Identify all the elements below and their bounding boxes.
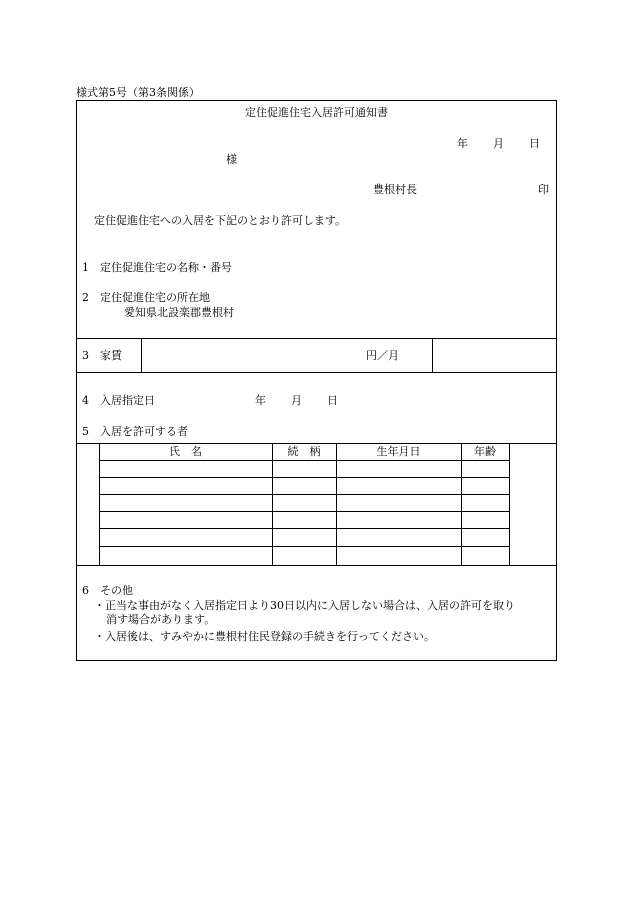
rent-divider-1 (141, 338, 142, 372)
seal-mark: 印 (538, 183, 549, 196)
residents-area-bottom-line (76, 565, 557, 566)
document-title: 定住促進住宅入居許可通知書 (245, 106, 388, 119)
residents-area-top-line (76, 443, 557, 444)
item2-address: 愛知県北設楽郡豊根村 (124, 306, 234, 319)
item3-label: 家賃 (100, 349, 122, 362)
item4-number: 4 (82, 394, 89, 407)
header-relation: 続 柄 (287, 445, 321, 458)
item5-label: 入居を許可する者 (100, 425, 188, 438)
item4-year: 年 (255, 394, 266, 407)
residents-header-bottom-line (99, 460, 509, 461)
residents-row-line (99, 477, 509, 478)
form-frame (76, 100, 557, 661)
residents-right-border (509, 443, 510, 565)
date-month: 月 (493, 137, 504, 150)
item4-day: 日 (327, 394, 338, 407)
note1-line1: ・正当な事由がなく入居指定日より30日以内に入居しない場合は、入居の許可を取り (94, 599, 515, 612)
item4-month: 月 (291, 394, 302, 407)
item4-label: 入居指定日 (100, 394, 155, 407)
note1-line2: 消す場合があります。 (106, 613, 216, 626)
rent-row-bottom-line (76, 372, 557, 373)
date-year: 年 (457, 137, 468, 150)
item1-number: 1 (82, 261, 89, 274)
residents-row-line (99, 528, 509, 529)
residents-row-line (99, 494, 509, 495)
residents-row-line (99, 546, 509, 547)
residents-row-line (99, 511, 509, 512)
rent-row-top-line (76, 338, 557, 339)
rent-divider-2 (432, 338, 433, 372)
addressee-suffix: 様 (226, 153, 237, 166)
item3-number: 3 (82, 349, 89, 362)
item6-label: その他 (100, 584, 133, 597)
item2-number: 2 (82, 291, 89, 304)
note2: ・入居後は、すみやかに豊根村住民登録の手続きを行ってください。 (94, 630, 435, 643)
issuer: 豊根村長 (373, 183, 417, 196)
item1-label: 定住促進住宅の名称・番号 (100, 261, 232, 274)
rent-unit: 円／月 (366, 349, 399, 362)
date-day: 日 (529, 137, 540, 150)
header-age: 年齢 (474, 445, 496, 458)
header-birthdate: 生年月日 (376, 445, 421, 458)
item6-number: 6 (82, 584, 89, 597)
form-number: 様式第5号（第3条関係） (76, 86, 200, 99)
intro-text: 定住促進住宅への入居を下記のとおり許可します。 (94, 214, 347, 227)
item2-label: 定住促進住宅の所在地 (100, 291, 210, 304)
item5-number: 5 (82, 425, 89, 438)
header-name: 氏 名 (169, 445, 202, 458)
